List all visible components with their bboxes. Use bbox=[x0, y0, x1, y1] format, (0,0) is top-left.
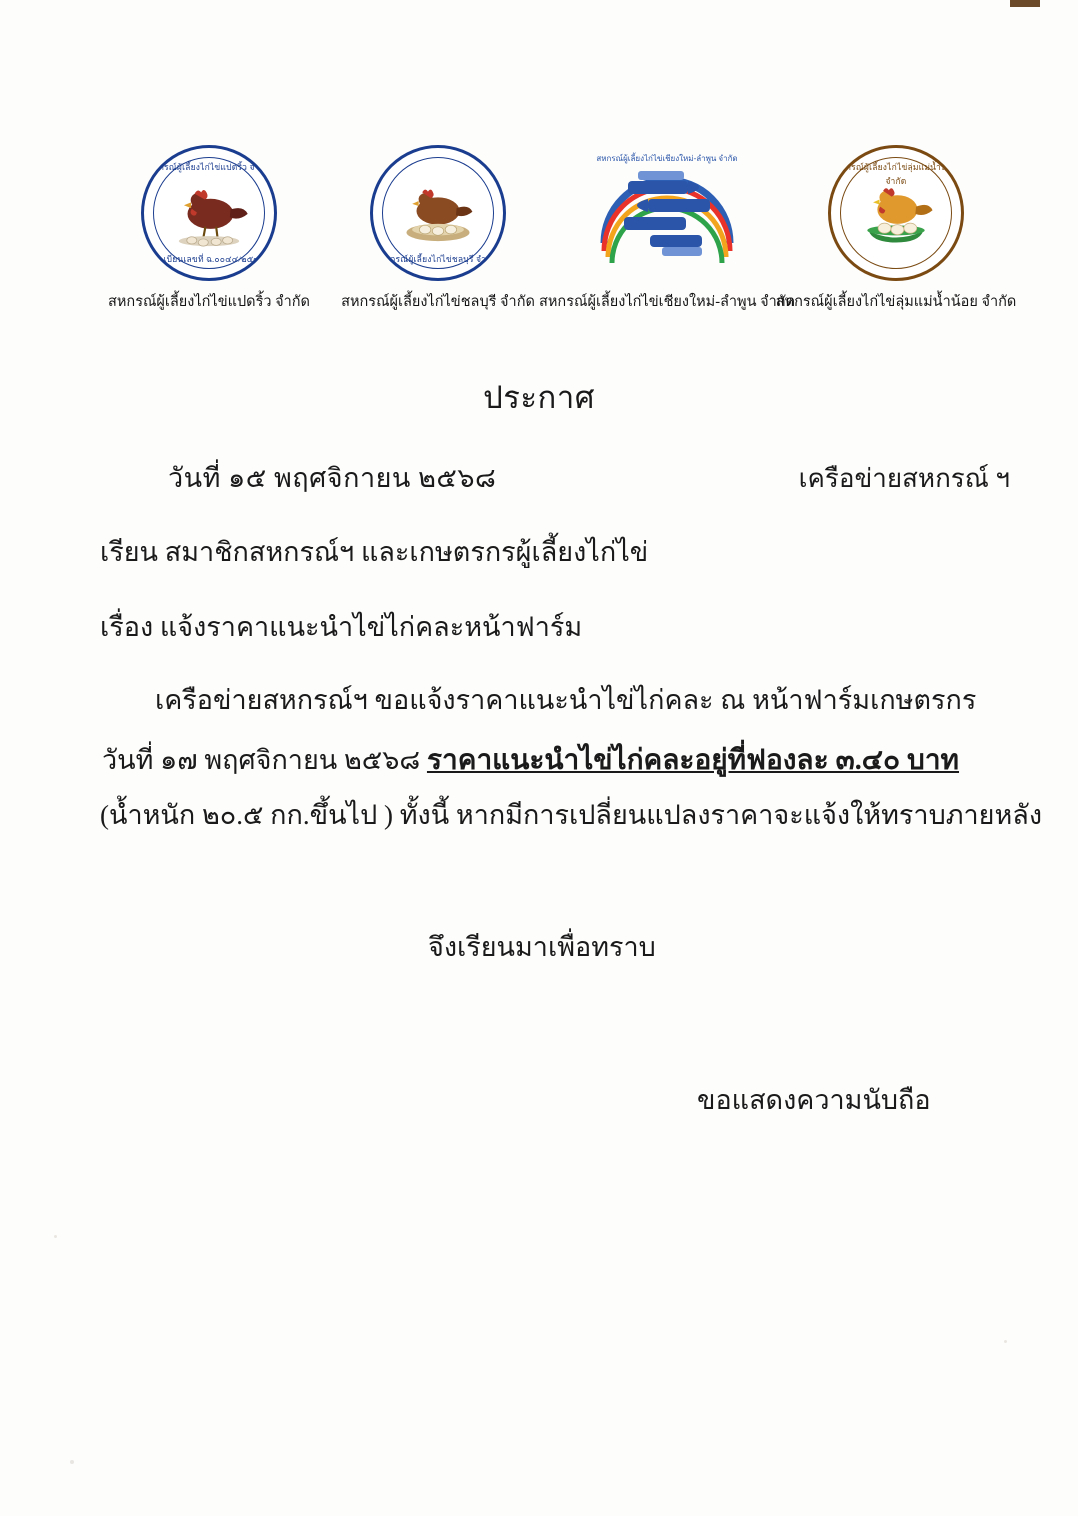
logo-cell-2 bbox=[324, 138, 552, 311]
addressee-line: เรียน สมาชิกสหกรณ์ฯ และเกษตรกรผู้เลี้ยงไก่ไข่ bbox=[100, 537, 649, 567]
issuer-label: เครือข่ายสหกรณ์ ฯ bbox=[798, 464, 1010, 493]
document-date: วันที่ ๑๕ พฤศจิกายน ๒๕๖๘ bbox=[168, 463, 497, 493]
logo-caption-2: สหกรณ์ผู้เลี้ยงไก่ไข่ชลบุรี จำกัด bbox=[341, 294, 535, 310]
hen-illustration bbox=[166, 185, 252, 247]
recommended-price-highlight: ราคาแนะนำไข่ไก่คละอยู่ที่ฟองละ ๓.๔๐ บาท bbox=[426, 745, 960, 776]
scan-speck bbox=[1004, 1340, 1007, 1343]
hen-basket-seal-icon bbox=[821, 138, 971, 288]
hen-basket-illustration bbox=[853, 185, 939, 247]
logo-cell-4 bbox=[775, 138, 1017, 311]
logo-caption-4: สหกรณ์ผู้เลี้ยงไก่ไข่ลุ่มแม่น้ำน้อย จำกัด bbox=[775, 294, 1017, 310]
page-title: ประกาศ bbox=[483, 380, 595, 415]
price-date-prefix: วันที่ ๑๗ พฤศจิกายน ๒๕๖๘ bbox=[102, 745, 427, 775]
hen-seal-icon bbox=[134, 138, 284, 288]
seal-ring-text-bottom-2: สหกรณ์ผู้เลี้ยงไก่ไข่ชลบุรี จำกัด bbox=[378, 254, 497, 264]
hen-nest-seal-icon bbox=[363, 138, 513, 288]
subject-line: เรื่อง แจ้งราคาแนะนำไข่ไก่คละหน้าฟาร์ม bbox=[100, 612, 583, 642]
seal-ring-text-top-4: สหกรณ์ผู้เลี้ยงไก่ไข่ลุ่มแม่น้ำน้อย จำกัด bbox=[834, 162, 958, 186]
logo-cell-3 bbox=[539, 138, 795, 311]
svg-text:สหกรณ์ผู้เลี้ยงไก่ไข่เชียงใหม่: สหกรณ์ผู้เลี้ยงไก่ไข่เชียงใหม่-ลำพูน จำกัด bbox=[596, 154, 738, 163]
body-paragraph-3: (น้ำหนัก ๒๐.๕ กก.ขึ้นไป ) ทั้งนี้ หากมีการเปลี่ยนแปลงราคาจะแจ้งให้ทราบภายหลัง bbox=[100, 800, 1043, 830]
seal-ring-text-top: สหกรณ์ผู้เลี้ยงไก่ไข่แปดริ้ว จำกัด bbox=[147, 162, 271, 172]
hen-nest-illustration bbox=[395, 185, 481, 247]
body-paragraph-1: เครือข่ายสหกรณ์ฯ ขอแจ้งราคาแนะนำไข่ไก่คละ ณ หน้าฟาร์มเกษตรกร bbox=[155, 685, 977, 715]
regards-line: ขอแสดงความนับถือ bbox=[697, 1085, 931, 1115]
scan-speck bbox=[70, 1460, 74, 1464]
wave-mark-illustration bbox=[592, 147, 742, 279]
logo-cell-1 bbox=[95, 138, 323, 311]
scan-edge-marker bbox=[1010, 0, 1040, 7]
body-paragraph-2 bbox=[102, 738, 959, 782]
scan-speck bbox=[54, 1235, 57, 1238]
seal-ring-text-bottom: ทะเบียนเลขที่ ฉ.๐๐๔๔/๒๕๓๖ bbox=[152, 254, 266, 264]
logo-caption-3: สหกรณ์ผู้เลี้ยงไก่ไข่เชียงใหม่-ลำพูน จำกัด bbox=[539, 294, 795, 310]
cooperative-logo-row bbox=[95, 138, 1017, 311]
closing-line: จึงเรียนมาเพื่อทราบ bbox=[428, 932, 656, 962]
logo-caption-1: สหกรณ์ผู้เลี้ยงไก่ไข่แปดริ้ว จำกัด bbox=[108, 294, 310, 310]
chiangmai-lamphun-wave-icon bbox=[592, 138, 742, 288]
